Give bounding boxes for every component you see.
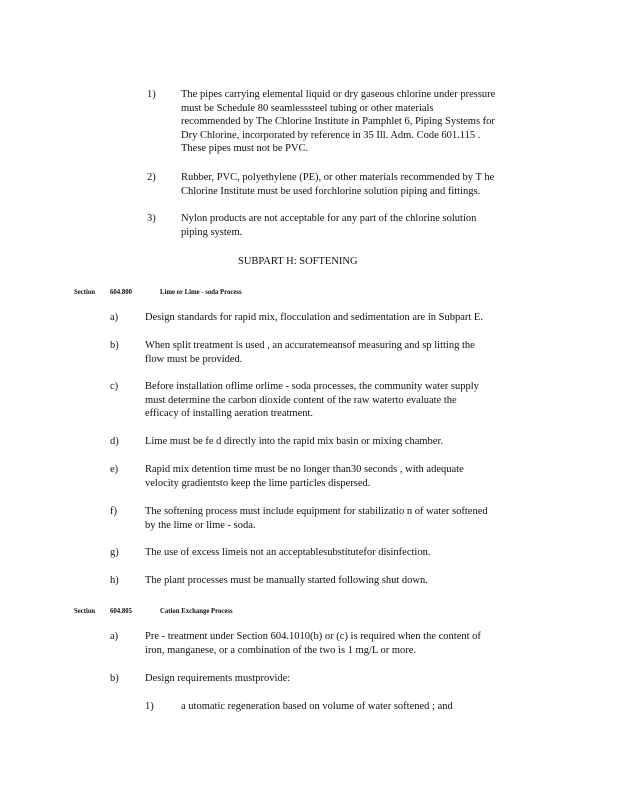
list-item-text: Before installation oflime orlime - soda processes, the community water supply must determine the carbon dioxide content of the raw waterto evaluate the efficacy of installing aeration treatment. <box>145 381 479 419</box>
list-number: b) <box>110 340 119 351</box>
section-number: 604.800 <box>110 287 132 296</box>
list-number: 3) <box>147 213 156 224</box>
list-item-text: The plant processes must be manually started following shut down. <box>145 575 428 586</box>
list-item-text: Nylon products are not acceptable for any part of the chlorine solution piping system. <box>181 213 477 238</box>
section-title: Cation Exchange Process <box>160 606 233 615</box>
list-item-text: Lime must be fe d directly into the rapid mix basin or mixing chamber. <box>145 436 444 447</box>
list-item-text: Rubber, PVC, polyethylene (PE), or other materials recommended by T he Chlorine Institute must be used forchlorine solution piping and fittings. <box>181 172 495 197</box>
list-number: b) <box>110 673 119 684</box>
list-number: 2) <box>147 172 156 183</box>
list-number: a) <box>110 631 119 642</box>
list-number: c) <box>110 381 119 392</box>
list-item-text: Pre - treatment under Section 604.1010(b) or (c) is required when the content of iron, manganese, or a combination of the two is 1 mg/L or more. <box>145 631 481 656</box>
section-number: 604.805 <box>110 606 132 615</box>
subpart-heading: SUBPART H: SOFTENING <box>238 256 358 267</box>
list-item-text: The pipes carrying elemental liquid or dry gaseous chlorine under pressure must be Schedule 80 seamlesssteel tubing or other materials recommended by The Chlorine Institute in Pamphlet 6, Piping Systems for Dry Chlorine, incorporated by reference in 35 Ill. Adm. Code 601.115 . These pipes must not be PVC. <box>181 89 496 154</box>
section-label: Section <box>74 606 96 615</box>
list-number: 1) <box>147 89 156 100</box>
list-item-text: Design standards for rapid mix, flocculation and sedimentation are in Subpart E. <box>145 312 483 323</box>
list-item-text: Design requirements mustprovide: <box>145 673 291 684</box>
list-item-text: The use of excess limeis not an acceptablesubstitutefor disinfection. <box>145 547 431 558</box>
list-number: a) <box>110 312 119 323</box>
list-number: f) <box>110 506 117 517</box>
list-item-text: Rapid mix detention time must be no longer than30 seconds , with adequate velocity gradientsto keep the lime particles dispersed. <box>145 464 464 489</box>
list-number: d) <box>110 436 119 447</box>
list-item-text: The softening process must include equipment for stabilizatio n of water softened by the lime or lime - soda. <box>145 506 488 531</box>
sublist-number: 1) <box>145 701 154 712</box>
list-item-text: When split treatment is used , an accuratemeansof measuring and sp litting the flow must be provided. <box>145 340 475 365</box>
list-number: e) <box>110 464 119 475</box>
list-number: h) <box>110 575 119 586</box>
section-label: Section <box>74 287 96 296</box>
section-title: Lime or Lime - soda Process <box>160 287 242 296</box>
list-number: g) <box>110 547 119 558</box>
sublist-item-text: a utomatic regeneration based on volume of water softened ; and <box>181 701 453 712</box>
